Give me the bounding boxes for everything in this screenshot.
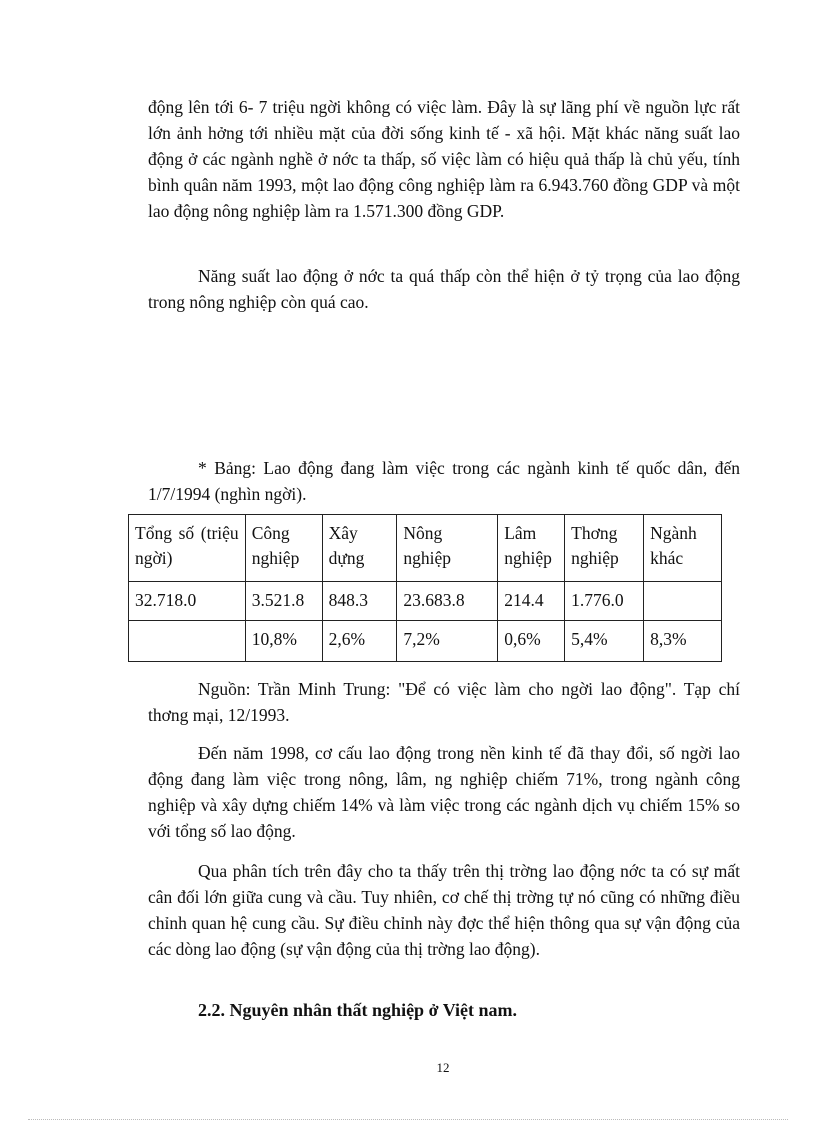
table-cell: 3.521.8 — [245, 582, 322, 621]
table-source: Nguồn: Trần Minh Trung: "Để có việc làm cho ngời lao động". Tạp chí thơng mại, 12/1993. — [148, 679, 740, 725]
table-cell: 848.3 — [322, 582, 397, 621]
paragraph-intro: động lên tới 6- 7 triệu ngời không có việc làm. Đây là sự lãng phí về nguồn lực rất lớn ảnh hởng tới nhiều mặt của đời sống kinh tế - xã hội. Mặt khác năng suất lao động ở các ngành nghề ở nớc ta thấp, số việc làm có hiệu quả thấp là chủ yếu, tính bình quân năm 1993, một lao động công nghiệp làm ra 6.943.760 đồng GDP và một lao động nông nghiệp làm ra 1.571.300 đồng GDP. — [148, 97, 740, 221]
table-percent-row — [129, 621, 722, 662]
page-bottom-divider — [28, 1119, 788, 1120]
labor-table — [128, 514, 722, 662]
table-cell: 32.718.0 — [129, 582, 246, 621]
paragraph-structure-1998: Đến năm 1998, cơ cấu lao động trong nền kinh tế đã thay đổi, số ngời lao động đang làm việc trong nông, lâm, ng nghiệp chiếm 71%, trong ngành công nghiệp và xây dựng chiếm 14% và làm việc trong các ngành dịch vụ chiếm 15% so với tổng số lao động. — [148, 743, 740, 841]
table-cell: 2,6% — [322, 621, 397, 662]
table-cell: 214.4 — [498, 582, 565, 621]
table-cell — [644, 582, 722, 621]
table-header-cell: Nông nghiệp — [397, 515, 498, 582]
table-cell: 0,6% — [498, 621, 565, 662]
table-cell: 7,2% — [397, 621, 498, 662]
table-cell: 5,4% — [565, 621, 644, 662]
paragraph-market-analysis: Qua phân tích trên đây cho ta thấy trên thị trờng lao động nớc ta có sự mất cân đối lớn giữa cung và cầu. Tuy nhiên, cơ chế thị trờng tự nó cũng có những điều chỉnh quan hệ cung cầu. Sự điều chỉnh này đợc thể hiện thông qua sự vận động của các dòng lao động (sự vận động của thị trờng lao động). — [148, 861, 740, 959]
table-header-cell: Tổng số (triệu ngời) — [129, 515, 246, 582]
section-heading: 2.2. Nguyên nhân thất nghiệp ở Việt nam. — [198, 1000, 518, 1020]
table-cell: 1.776.0 — [565, 582, 644, 621]
table-values-row — [129, 582, 722, 621]
table-caption: * Bảng: Lao động đang làm việc trong các ngành kinh tế quốc dân, đến 1/7/1994 (nghìn ngời). — [148, 458, 740, 504]
table-cell: 8,3% — [644, 621, 722, 662]
table-cell — [129, 621, 246, 662]
table-header-cell: Ngành khác — [644, 515, 722, 582]
table-cell: 10,8% — [245, 621, 322, 662]
table-header-cell: Xây dựng — [322, 515, 397, 582]
paragraph-productivity: Năng suất lao động ở nớc ta quá thấp còn thể hiện ở tỷ trọng của lao động trong nông nghiệp còn quá cao. — [148, 266, 740, 312]
page-number: 12 — [436, 1060, 450, 1075]
table-header-cell: Thơng nghiệp — [565, 515, 644, 582]
table-header-cell: Lâm nghiệp — [498, 515, 565, 582]
table-header-cell: Công nghiệp — [245, 515, 322, 582]
table-header-row — [129, 515, 722, 582]
table-cell: 23.683.8 — [397, 582, 498, 621]
